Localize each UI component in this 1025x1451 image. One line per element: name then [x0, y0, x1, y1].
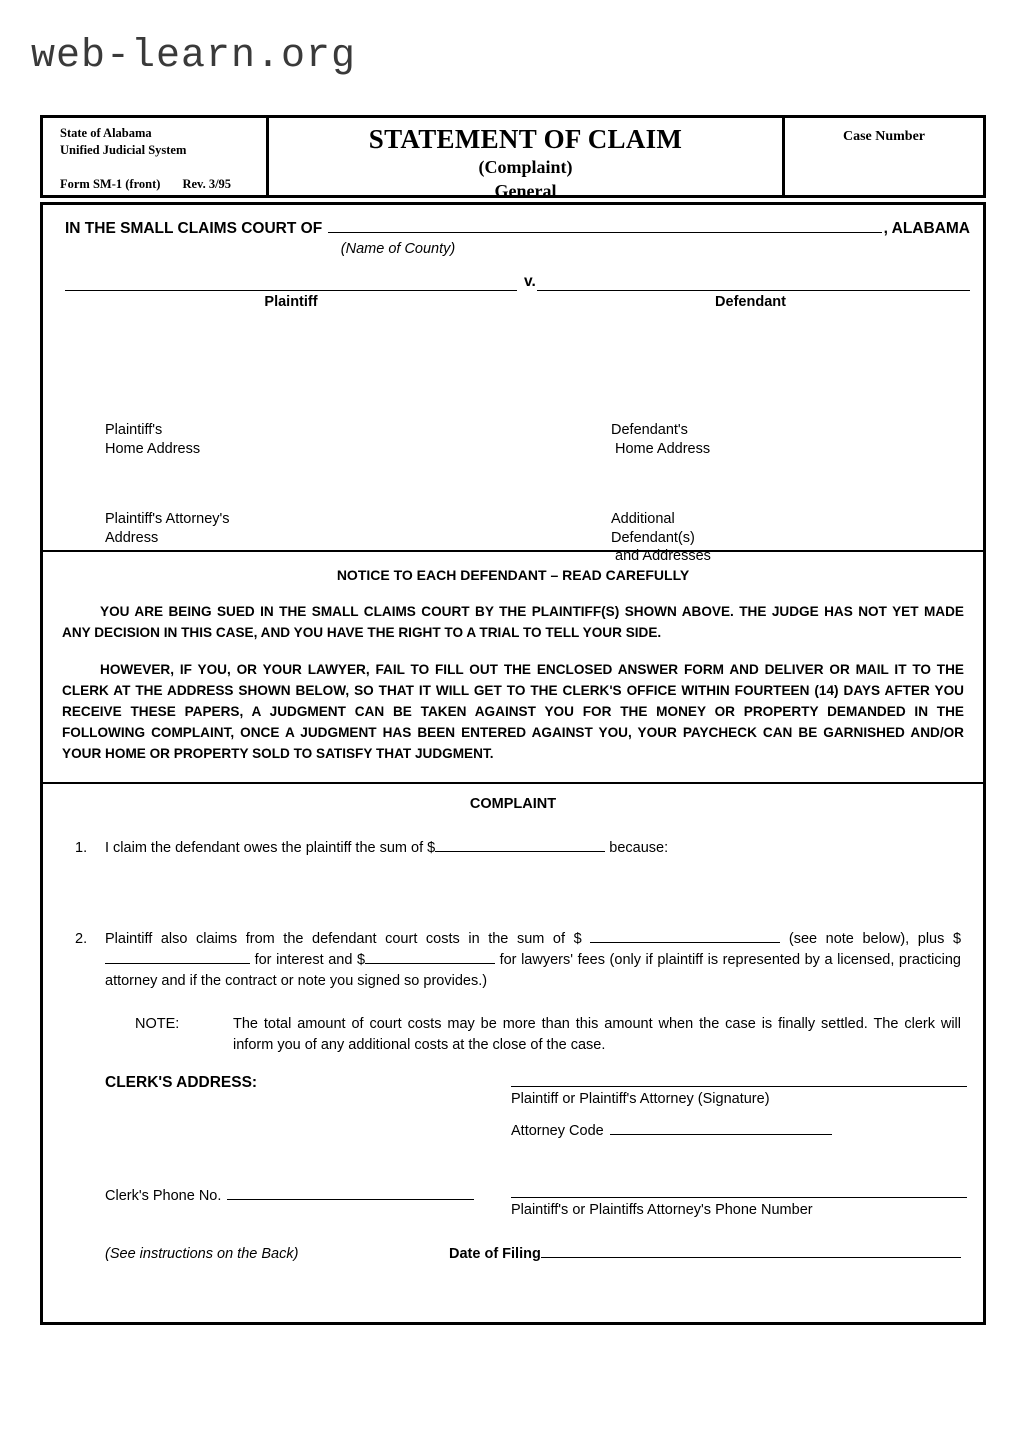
item-2-text-c: for interest and $ [254, 952, 366, 969]
attorney-code-label: Attorney Code [511, 1123, 604, 1140]
header-title-cell [269, 118, 785, 202]
clerk-phone-row [105, 1188, 474, 1204]
form-subtitle-general: General [494, 181, 557, 202]
statement-of-claim-form [40, 115, 986, 1325]
item-2-number: 2. [75, 931, 88, 948]
complaint-title: COMPLAINT [469, 796, 557, 813]
signature-caption: Plaintiff or Plaintiff's Attorney (Signature) [511, 1091, 770, 1108]
form-footer-row [43, 1244, 983, 1262]
notice-paragraph-1: YOU ARE BEING SUED IN THE SMALL CLAIMS COURT BY THE PLAINTIFF(S) SHOWN ABOVE. THE JUDGE HAS NOT YET MADE ANY DECISION IN THIS CASE, AND YOU HAVE THE RIGHT TO A TRIAL TO TELL YOUR SIDE. [62, 603, 964, 640]
form-subtitle: (Complaint) [478, 157, 573, 178]
defendant-caption: Defendant [715, 294, 786, 310]
additional-defendants-line3: and Addresses [615, 548, 711, 565]
state-name: State of Alabama [60, 126, 152, 140]
item-2-text-d: for lawyers' fees (only if plaintiff is represented by a licensed, practicing attorney and if the contract or note you signed so provides.) [105, 952, 961, 990]
defendant-input-line[interactable] [537, 276, 970, 291]
court-costs-input-line[interactable] [590, 942, 780, 943]
court-suffix-label: , ALABAMA [883, 220, 970, 237]
item-2-text-b: (see note below), plus $ [788, 931, 962, 948]
plaintiff-home-line1: Plaintiff's [105, 422, 163, 438]
note-text: The total amount of court costs may be more than this amount when the case is finally settled. The clerk will inform you of any additional costs at the close of the case. [233, 1016, 961, 1054]
plaintiff-input-line[interactable] [65, 276, 517, 291]
attorney-code-row [511, 1107, 967, 1139]
complaint-item-1 [43, 838, 983, 859]
phone-caption: Plaintiff's or Plaintiffs Attorney's Phone Number [511, 1202, 813, 1219]
defendant-home-line2: Home Address [615, 440, 711, 457]
court-line [43, 219, 983, 238]
header-case-number-cell[interactable] [785, 118, 983, 195]
court-prefix-label: IN THE SMALL CLAIMS COURT OF [65, 220, 323, 237]
date-of-filing-label: Date of Filing [449, 1246, 541, 1263]
item-2-text-a: Plaintiff also claims from the defendant court costs in the sum of $ [105, 931, 582, 948]
notice-title: NOTICE TO EACH DEFENDANT – READ CAREFULLY [336, 567, 690, 583]
plaintiff-caption: Plaintiff [264, 294, 318, 310]
defendant-home-line1: Defendant's [611, 422, 688, 438]
complaint-item-2 [43, 929, 983, 992]
item-1-number: 1. [75, 840, 88, 857]
attorney-code-input-line[interactable] [610, 1134, 832, 1135]
signature-area [43, 1092, 983, 1322]
clerk-phone-input-line[interactable] [227, 1199, 474, 1200]
form-number-row [60, 176, 266, 193]
defendant-home-address-label [611, 421, 710, 458]
notice-section [43, 552, 983, 782]
item-2-text [105, 929, 961, 992]
plaintiff-attorney-line1: Plaintiff's Attorney's [105, 511, 230, 527]
item-1-text-a: I claim the defendant owes the plaintiff the sum of $ [105, 840, 436, 857]
date-of-filing-row [449, 1244, 983, 1262]
plaintiff-home-address-label [105, 421, 200, 458]
versus-label: v. [524, 273, 536, 290]
form-number: Form SM-1 (front) [60, 177, 161, 192]
date-of-filing-input-line[interactable] [541, 1244, 961, 1258]
item-1-text [105, 838, 961, 859]
form-body [40, 202, 986, 1325]
clerk-address-label: CLERK'S ADDRESS: [105, 1074, 258, 1092]
form-header [40, 115, 986, 202]
interest-input-line[interactable] [105, 963, 250, 964]
plaintiff-attorney-address-label [105, 510, 230, 547]
versus-row [43, 257, 983, 291]
plaintiff-attorney-line2: Address [105, 529, 159, 546]
form-title: STATEMENT OF CLAIM [368, 124, 683, 154]
note-label: NOTE: [135, 1016, 180, 1033]
judicial-system-name: Unified Judicial System [60, 142, 187, 157]
signature-block [511, 1086, 967, 1218]
parties-section [43, 205, 983, 565]
court-costs-note [43, 992, 983, 1056]
additional-defendants-line2: Defendant(s) [611, 529, 695, 546]
party-captions [43, 291, 983, 310]
claim-amount-input-line[interactable] [435, 851, 605, 852]
clerk-phone-label: Clerk's Phone No. [105, 1188, 222, 1205]
see-instructions-note: (See instructions on the Back) [105, 1246, 299, 1263]
plaintiff-home-line2: Home Address [105, 440, 201, 457]
county-caption: (Name of County) [340, 241, 456, 257]
additional-defendants-line1: Additional [611, 511, 675, 527]
site-watermark: web-learn.org [31, 34, 357, 79]
county-input-line[interactable] [328, 219, 881, 233]
additional-defendants-label [611, 510, 711, 566]
lawyers-fees-input-line[interactable] [365, 963, 495, 964]
item-1-text-b: because: [609, 840, 669, 857]
notice-paragraph-2: HOWEVER, IF YOU, OR YOUR LAWYER, FAIL TO FILL OUT THE ENCLOSED ANSWER FORM AND DELIVER OR MAIL IT TO THE CLERK AT THE ADDRESS SHOWN BELOW, SO THAT IT WILL GET TO THE CLERK'S OFFICE WITHIN FOURTEEN (14) DAYS AFTER YOU RECEIVE THESE PAPERS, A JUDGMENT CAN BE TAKEN AGAINST YOU FOR THE MONEY OR PROPERTY DEMANDED IN THE FOLLOWING COMPLAINT, ONCE A JUDGMENT HAS BEEN ENTERED AGAINST YOU, YOUR PAYCHECK CAN BE GARNISHED AND/OR YOUR HOME OR PROPERTY SOLD TO SATISFY THAT JUDGMENT. [62, 661, 964, 762]
header-agency-cell [43, 118, 269, 195]
form-revision: Rev. 3/95 [182, 177, 232, 192]
case-number-label: Case Number [842, 129, 926, 144]
complaint-section [43, 784, 983, 1322]
